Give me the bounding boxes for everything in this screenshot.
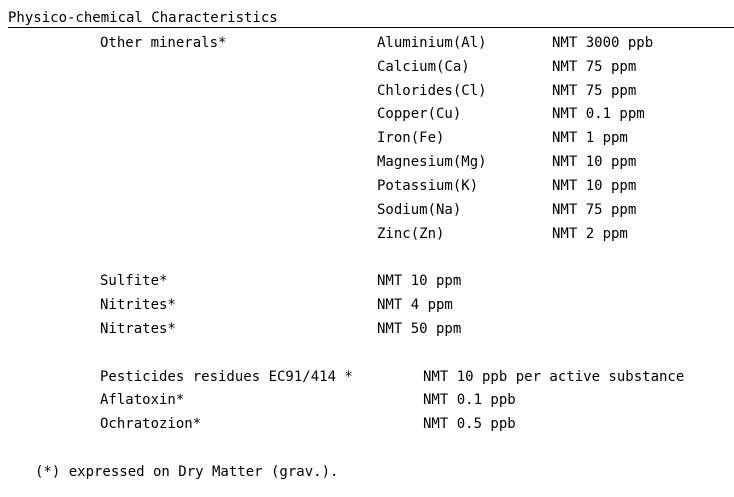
mineral-element: Potassium(K) [377, 178, 479, 194]
mineral-element: Magnesium(Mg) [377, 154, 487, 170]
mineral-element: Aluminium(Al) [377, 35, 487, 51]
contaminant-name: Pesticides residues EC91/414 * [100, 369, 353, 385]
contaminant-limit: NMT 0.5 ppb [423, 416, 516, 432]
contaminant-limit: NMT 0.1 ppb [423, 392, 516, 408]
anion-limit: NMT 10 ppm [377, 273, 462, 289]
mineral-limit: NMT 75 ppm [552, 202, 637, 218]
anion-name: Sulfite* [100, 273, 168, 289]
mineral-limit: NMT 75 ppm [552, 59, 637, 75]
mineral-element: Calcium(Ca) [377, 59, 470, 75]
mineral-limit: NMT 10 ppm [552, 154, 637, 170]
mineral-limit: NMT 3000 ppb [552, 35, 654, 51]
anion-limit: NMT 4 ppm [377, 297, 453, 313]
anion-limit: NMT 50 ppm [377, 321, 462, 337]
mineral-limit: NMT 10 ppm [552, 178, 637, 194]
mineral-limit: NMT 1 ppm [552, 130, 628, 146]
mineral-element: Sodium(Na) [377, 202, 462, 218]
contaminant-name: Ochratozion* [100, 416, 202, 432]
mineral-limit: NMT 2 ppm [552, 226, 628, 242]
footnote: (*) expressed on Dry Matter (grav.). [35, 464, 339, 480]
mineral-element: Copper(Cu) [377, 106, 462, 122]
minerals-label: Other minerals* [100, 35, 227, 51]
mineral-element: Iron(Fe) [377, 130, 445, 146]
mineral-element: Chlorides(Cl) [377, 83, 487, 99]
contaminant-name: Aflatoxin* [100, 392, 185, 408]
mineral-limit: NMT 0.1 ppm [552, 106, 645, 122]
anion-name: Nitrates* [100, 321, 176, 337]
section-heading: Physico-chemical Characteristics [8, 9, 734, 28]
mineral-limit: NMT 75 ppm [552, 83, 637, 99]
anion-name: Nitrites* [100, 297, 176, 313]
contaminant-limit: NMT 10 ppb per active substance [423, 369, 685, 385]
mineral-element: Zinc(Zn) [377, 226, 445, 242]
